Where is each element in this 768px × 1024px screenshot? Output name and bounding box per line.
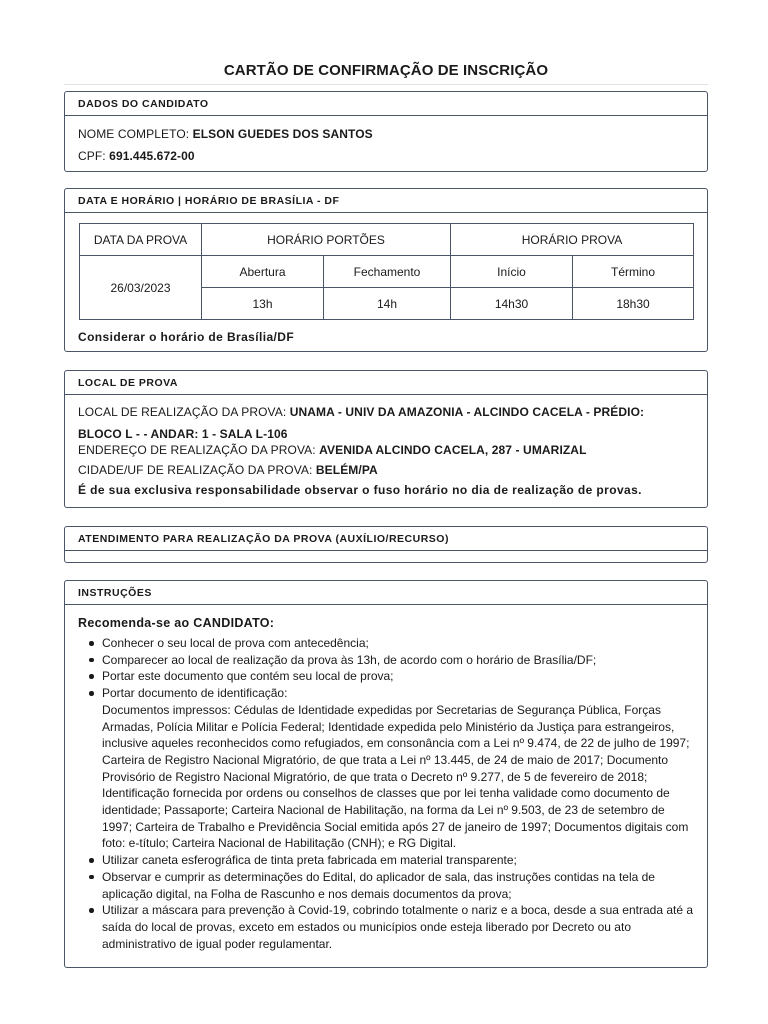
exam-time-column-header: HORÁRIO PROVA [451,224,694,256]
instruction-text: Observar e cumprir as determinações do Edital, do aplicador de sala, das instruções contidas na tela de aplicação digital, na Folha de Rascunho e nos demais documentos da prova; [102,869,655,901]
exam-venue-field [78,405,694,419]
candidate-data-header: DADOS DO CANDIDATO [65,92,707,116]
exam-city-value: BELÉM/PA [315,463,378,477]
date-time-card [64,188,708,352]
instruction-text: Portar documento de identificação: [102,686,288,701]
cpf-value: 691.445.672-00 [109,149,195,163]
schedule-table [79,223,694,320]
opening-label: Abertura [202,256,324,288]
cpf-field [78,149,694,163]
instruction-item [78,652,694,669]
exam-address-value: AVENIDA ALCINDO CACELA, 287 - UMARIZAL [319,443,587,457]
instructions-header: INSTRUÇÕES [65,581,707,605]
start-value: 14h30 [451,288,573,320]
exam-room-value: BLOCO L - - ANDAR: 1 - SALA L-106 [78,427,288,441]
end-label: Término [573,256,694,288]
exam-venue-value: UNAMA - UNIV DA AMAZONIA - ALCINDO CACELA - PRÉDIO: [289,405,645,419]
instruction-text: Comparecer ao local de realização da prova às 13h, de acordo com o horário de Brasília/DF; [102,652,597,667]
page-title: CARTÃO DE CONFIRMAÇÃO DE INSCRIÇÃO [64,62,708,85]
exam-address-field [78,443,694,457]
exam-room-field [78,427,694,441]
instructions-card [64,580,708,968]
exam-city-field [78,463,694,477]
cpf-label: CPF: [78,149,106,163]
exam-city-label: CIDADE/UF DE REALIZAÇÃO DA PROVA: [78,463,313,477]
exam-location-header: LOCAL DE PROVA [65,371,707,395]
exam-date-column-header: DATA DA PROVA [80,224,202,256]
instruction-item [78,902,694,952]
opening-value: 13h [202,288,324,320]
gates-time-column-header: HORÁRIO PORTÕES [202,224,451,256]
instruction-text: Portar este documento que contém seu local de prova; [102,669,394,684]
assistance-header: ATENDIMENTO PARA REALIZAÇÃO DA PROVA (AUXÍLIO/RECURSO) [65,527,707,551]
full-name-field [78,127,694,141]
assistance-card [64,526,708,563]
exam-location-card [64,370,708,508]
accepted-documents-text: Documentos impressos: Cédulas de Identidade expedidas por Secretarias de Segurança Pública, Forças Armadas, Polícia Militar e Polícia Federal; Identidade expedida pelo Ministério da Justiça para estrangeiros, inclusive aqueles reconhecidos como refugiados, em consonância com a Lei nº 9.474, de 22 de julho de 1997; Carteira de Registro Nacional Migratório, de que trata a Lei nº 13.445, de 24 de maio de 2017; Documento Provisório de Registro Nacional Migratório, de que trata o Decreto nº 9.277, de 5 de fevereiro de 2018; Identificação fornecida por ordens ou conselhos de classes que por lei tenha validade como documento de identidade; Passaporte; Carteira Nacional de Habilitação, na forma da Lei nº 9.503, de 23 de setembro de 1997; Carteira de Trabalho e Previdência Social emitida após 27 de janeiro de 1997; Documentos digitais com foto: e-título; Carteira Nacional de Habilitação (CNH); e RG Digital. [102,702,690,851]
instruction-item [78,668,694,685]
instruction-text: Utilizar caneta esferográfica de tinta preta fabricada em material transparente; [102,853,517,868]
closing-label: Fechamento [324,256,451,288]
full-name-label: NOME COMPLETO: [78,127,190,141]
brasilia-time-note: Considerar o horário de Brasília/DF [78,330,295,344]
full-name-value: ELSON GUEDES DOS SANTOS [192,127,373,141]
instructions-intro: Recomenda-se ao CANDIDATO: [78,616,275,630]
instruction-text: Conhecer o seu local de prova com antecedência; [102,636,369,650]
instruction-item [78,685,694,852]
instruction-item [78,869,694,902]
exam-date-value: 26/03/2023 [80,256,202,320]
instructions-list [78,635,694,952]
timezone-responsibility-note: É de sua exclusiva responsabilidade observar o fuso horário no dia de realização de provas. [78,483,642,497]
exam-venue-label: LOCAL DE REALIZAÇÃO DA PROVA: [78,405,287,419]
instruction-item [78,635,694,652]
start-label: Início [451,256,573,288]
date-time-header: DATA E HORÁRIO | HORÁRIO DE BRASÍLIA - DF [65,189,707,213]
closing-value: 14h [324,288,451,320]
instruction-text: Utilizar a máscara para prevenção à Covid-19, cobrindo totalmente o nariz e a boca, desde a sua entrada até a saída do local de provas, exceto em estados ou municípios onde esteja liberado por Decreto ou ato administrativo de igual poder regulamentar. [102,903,694,951]
exam-address-label: ENDEREÇO DE REALIZAÇÃO DA PROVA: [78,443,316,457]
candidate-data-card [64,91,708,172]
instruction-item [78,852,694,869]
end-value: 18h30 [573,288,694,320]
